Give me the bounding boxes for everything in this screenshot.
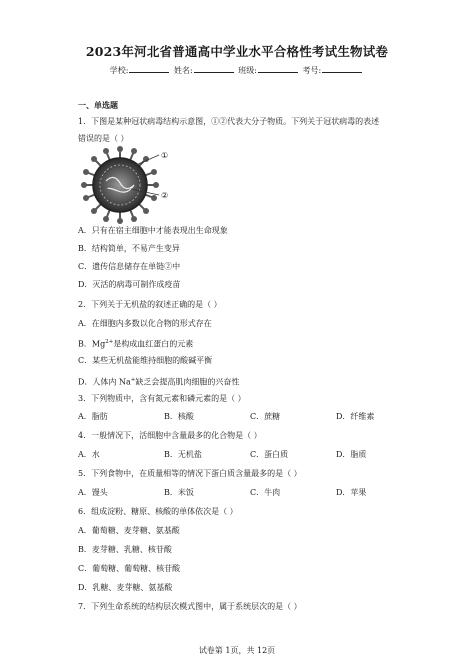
q3-option-b: B．核酸 bbox=[164, 412, 194, 421]
q6-option-d: D．乳糖、麦芽糖、氨基酸 bbox=[78, 583, 173, 592]
q5-option-a: A．馒头 bbox=[78, 488, 108, 497]
q4-option-c: C．蛋白质 bbox=[250, 450, 289, 459]
q2-option-d: D．人体内 Na+缺乏会提高肌肉细胞的兴奋性 bbox=[78, 377, 240, 387]
q2-option-b: B．$Mg^{2+}$是构成血红蛋白的元素 bbox=[78, 339, 194, 349]
q5-option-c: C．牛肉 bbox=[250, 488, 281, 497]
q3-option-a: A．脂肪 bbox=[78, 412, 108, 421]
q5-options bbox=[78, 488, 422, 498]
q7-stem: 7．下列生命系统的结构层次模式图中，属于系统层次的是（ ） bbox=[78, 602, 302, 611]
q1-option-c: C．遗传信息储存在单链②中 bbox=[78, 262, 181, 271]
school-label: 学校: bbox=[109, 66, 129, 75]
exam-title: 2023年河北省普通高中学业水平合格性考试生物试卷 bbox=[85, 44, 389, 59]
figure-label-1: ① bbox=[161, 151, 169, 160]
q4-option-a: A．水 bbox=[78, 450, 100, 459]
q2-option-c: C．某些无机盐能维持细胞的酸碱平衡 bbox=[78, 356, 213, 365]
name-label: 姓名: bbox=[174, 66, 193, 75]
virus-structure-diagram bbox=[76, 145, 186, 225]
q1-stem-line1: 1．下图是某种冠状病毒结构示意图，①②代表大分子物质。下列关于冠状病毒的表述 bbox=[78, 117, 380, 126]
q3-option-c: C．蔗糖 bbox=[250, 412, 281, 421]
q1-option-a: A．只有在宿主细胞中才能表现出生命现象 bbox=[78, 226, 228, 235]
q6-option-a: A．葡萄糖、麦芽糖、氨基酸 bbox=[78, 526, 180, 535]
exam-no-blank[interactable] bbox=[322, 64, 362, 73]
q4-stem: 4．一般情况下，活细胞中含量最多的化合物是（ ） bbox=[78, 431, 262, 440]
student-info-row bbox=[0, 64, 474, 76]
exam-no-label: 考号: bbox=[302, 66, 322, 75]
q5-stem: 5．下列食物中，在质量相等的情况下蛋白质含量最多的是（ ） bbox=[78, 469, 302, 478]
q1-option-b: B．结构简单，不易产生变异 bbox=[78, 244, 180, 253]
figure-label-2: ② bbox=[161, 191, 169, 200]
q4-option-b: B．无机盐 bbox=[164, 450, 202, 459]
q4-options bbox=[78, 450, 422, 460]
q3-option-d: D．纤维素 bbox=[336, 412, 375, 421]
name-blank[interactable] bbox=[194, 64, 234, 73]
class-label: 班级: bbox=[238, 66, 257, 75]
q5-option-d: D．苹果 bbox=[336, 488, 367, 497]
q1-option-d: D．灭活的病毒可制作成疫苗 bbox=[78, 280, 181, 289]
q2-option-a: A．在细胞内多数以化合物的形式存在 bbox=[78, 319, 212, 328]
q6-stem: 6．组成淀粉、糖原、核酸的单体依次是（ ） bbox=[78, 507, 238, 516]
q1-stem-line2: 错误的是（ ） bbox=[78, 134, 129, 143]
q5-option-b: B．米饭 bbox=[164, 488, 194, 497]
q4-option-d: D．脂质 bbox=[336, 450, 367, 459]
q6-option-c: C．葡萄糖、葡萄糖、核苷酸 bbox=[78, 564, 181, 573]
class-blank[interactable] bbox=[258, 64, 298, 73]
q3-stem: 3．下列物质中，含有氮元素和磷元素的是（ ） bbox=[78, 394, 246, 403]
q3-options bbox=[78, 412, 422, 422]
school-blank[interactable] bbox=[129, 64, 169, 73]
q6-option-b: B．麦芽糖、乳糖、核苷酸 bbox=[78, 545, 172, 554]
page-footer: 试卷第 1页，共 12页 bbox=[198, 646, 276, 655]
q2-stem: 2．下列关于无机盐的叙述正确的是（ ） bbox=[78, 300, 222, 309]
section-title: 一、单选题 bbox=[78, 100, 118, 110]
